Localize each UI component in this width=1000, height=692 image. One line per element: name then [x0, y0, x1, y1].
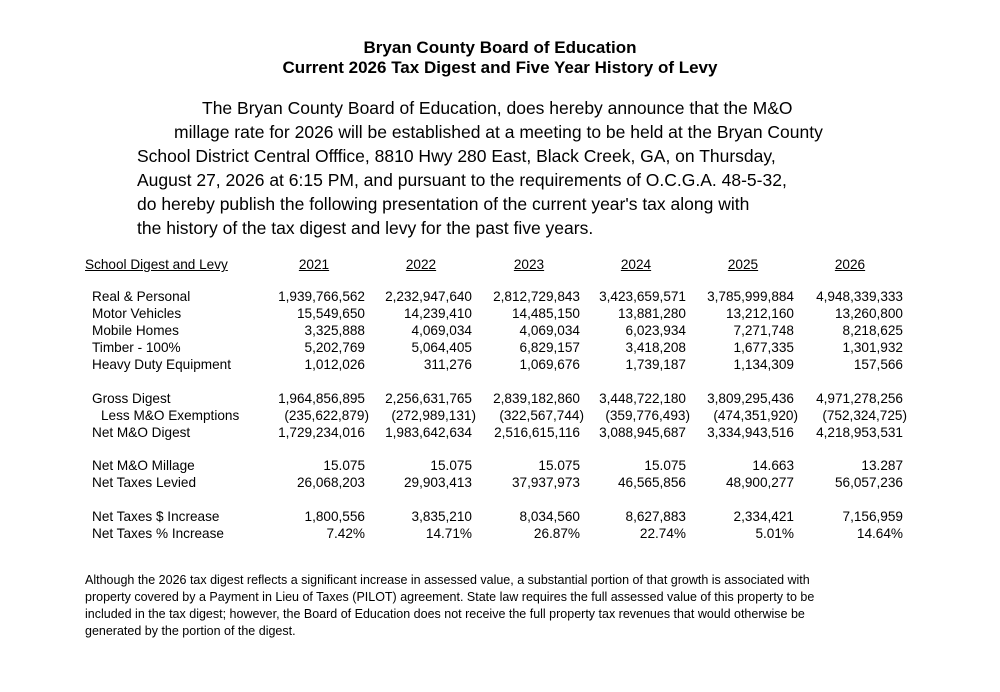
table-cell: 26.87%: [533, 526, 580, 541]
intro-line: August 27, 2026 at 6:15 PM, and pursuant to the requirements of O.C.G.A. 48-5-32,: [137, 170, 787, 190]
row-label: Heavy Duty Equipment: [92, 357, 232, 372]
row-label: Real & Personal: [92, 289, 191, 304]
table-cell: (272,989,131): [391, 408, 476, 423]
table-cell: 4,069,034: [519, 323, 580, 338]
intro-line: do hereby publish the following presentation of the current year's tax along with: [137, 194, 750, 214]
table-cell: 15.075: [644, 458, 686, 473]
year-header-2022: 2022: [405, 257, 437, 272]
table-cell: 7.42%: [326, 526, 365, 541]
year-header-2023: 2023: [513, 257, 545, 272]
pilot-footnote: [85, 572, 920, 640]
table-cell: 3,785,999,884: [707, 289, 794, 304]
table-cell: 7,156,959: [842, 509, 903, 524]
table-cell: 3,448,722,180: [599, 391, 686, 406]
table-cell: 46,565,856: [617, 475, 686, 490]
table-cell: 1,983,642,634: [385, 425, 472, 440]
row-label: Net Taxes % Increase: [92, 526, 224, 541]
table-cell: 3,325,888: [304, 323, 365, 338]
row-label: Net M&O Millage: [92, 458, 195, 473]
table-cell: 2,839,182,860: [493, 391, 580, 406]
table-cell: 1,964,856,895: [278, 391, 365, 406]
table-cell: 1,800,556: [304, 509, 365, 524]
footnote-line: generated by the portion of the digest.: [85, 624, 296, 638]
table-cell: 3,088,945,687: [599, 425, 686, 440]
intro-line: School District Central Offfice, 8810 Hwy 280 East, Black Creek, GA, on Thursday,: [137, 146, 776, 166]
row-label: Gross Digest: [92, 391, 171, 406]
table-cell: 8,218,625: [842, 323, 903, 338]
table-cell: 3,835,210: [411, 509, 472, 524]
table-cell: (752,324,725): [822, 408, 907, 423]
table-cell: 14,239,410: [403, 306, 472, 321]
table-cell: 2,516,615,116: [494, 425, 580, 440]
table-cell: 13,212,160: [725, 306, 794, 321]
year-header-2021: 2021: [298, 257, 330, 272]
table-cell: (235,622,879): [284, 408, 369, 423]
table-cell: 6,829,157: [519, 340, 580, 355]
row-label: Net Taxes $ Increase: [92, 509, 220, 524]
year-header-2025: 2025: [727, 257, 759, 272]
table-cell: 14.71%: [425, 526, 472, 541]
table-cell: 37,937,973: [511, 475, 580, 490]
table-cell: 3,334,943,516: [707, 425, 794, 440]
table-cell: (322,567,744): [499, 408, 584, 423]
table-cell: 22.74%: [639, 526, 686, 541]
table-cell: 15.075: [430, 458, 472, 473]
table-cell: 2,232,947,640: [385, 289, 472, 304]
table-cell: 15,549,650: [296, 306, 365, 321]
table-cell: 5.01%: [755, 526, 794, 541]
table-cell: 13,260,800: [834, 306, 903, 321]
table-cell: 13.287: [861, 458, 903, 473]
year-header-2024: 2024: [620, 257, 652, 272]
footnote-line: Although the 2026 tax digest reflects a significant increase in assessed value, a substantial portion of that growth is associated with: [85, 573, 810, 587]
table-cell: (474,351,920): [713, 408, 798, 423]
title-line-2: Current 2026 Tax Digest and Five Year History of Levy: [282, 58, 718, 77]
year-header-2026: 2026: [834, 257, 866, 272]
table-cell: 15.075: [538, 458, 580, 473]
title-line-1: Bryan County Board of Education: [363, 38, 637, 57]
table-cell: 5,064,405: [411, 340, 472, 355]
table-cell: 4,971,278,256: [816, 391, 903, 406]
table-cell: 4,218,953,531: [816, 425, 903, 440]
table-cell: 4,948,339,333: [816, 289, 903, 304]
row-label: Mobile Homes: [92, 323, 179, 338]
footnote-line: included in the tax digest; however, the Board of Education does not receive the full property tax revenues that would otherwise be: [85, 607, 805, 621]
table-cell: (359,776,493): [605, 408, 690, 423]
table-cell: 8,034,560: [519, 509, 580, 524]
table-cell: 48,900,277: [725, 475, 794, 490]
row-label: Net Taxes Levied: [92, 475, 197, 490]
table-cell: 4,069,034: [411, 323, 472, 338]
table-cell: 3,418,208: [625, 340, 686, 355]
table-cell: 3,809,295,436: [707, 391, 794, 406]
row-label: Motor Vehicles: [92, 306, 182, 321]
intro-line: the history of the tax digest and levy for the past five years.: [137, 218, 594, 238]
table-cell: 6,023,934: [625, 323, 686, 338]
table-cell: 1,677,335: [733, 340, 794, 355]
table-cell: 56,057,236: [834, 475, 903, 490]
table-cell: 14.64%: [856, 526, 903, 541]
table-cell: 311,276: [423, 357, 472, 372]
table-cell: 1,134,309: [733, 357, 794, 372]
table-cell: 13,881,280: [617, 306, 686, 321]
table-cell: 1,939,766,562: [278, 289, 365, 304]
table-cell: 2,256,631,765: [385, 391, 472, 406]
footnote-line: property covered by a Payment in Lieu of Taxes (PILOT) agreement. State law requires the full assessed value of this property to be: [85, 590, 815, 604]
table-cell: 14,485,150: [511, 306, 580, 321]
table-cell: 14.663: [752, 458, 794, 473]
table-cell: 1,739,187: [625, 357, 686, 372]
table-cell: 5,202,769: [304, 340, 365, 355]
table-cell: 1,729,234,016: [278, 425, 365, 440]
table-cell: 3,423,659,571: [599, 289, 686, 304]
intro-line: millage rate for 2026 will be established at a meeting to be held at the Bryan County: [174, 122, 823, 142]
row-label: Net M&O Digest: [92, 425, 191, 440]
table-cell: 29,903,413: [403, 475, 472, 490]
intro-line: The Bryan County Board of Education, does hereby announce that the M&O: [202, 98, 793, 118]
table-cell: 1,301,932: [842, 340, 903, 355]
table-cell: 15.075: [323, 458, 365, 473]
table-cell: 1,012,026: [304, 357, 365, 372]
table-cell: 1,069,676: [519, 357, 580, 372]
table-header-label: School Digest and Levy: [85, 257, 228, 272]
table-cell: 8,627,883: [625, 509, 686, 524]
table-cell: 7,271,748: [733, 323, 794, 338]
table-cell: 2,812,729,843: [493, 289, 580, 304]
row-label: Timber - 100%: [92, 340, 181, 355]
row-label: Less M&O Exemptions: [101, 408, 240, 423]
table-cell: 2,334,421: [733, 509, 794, 524]
table-cell: 157,566: [853, 357, 903, 372]
table-cell: 26,068,203: [296, 475, 365, 490]
